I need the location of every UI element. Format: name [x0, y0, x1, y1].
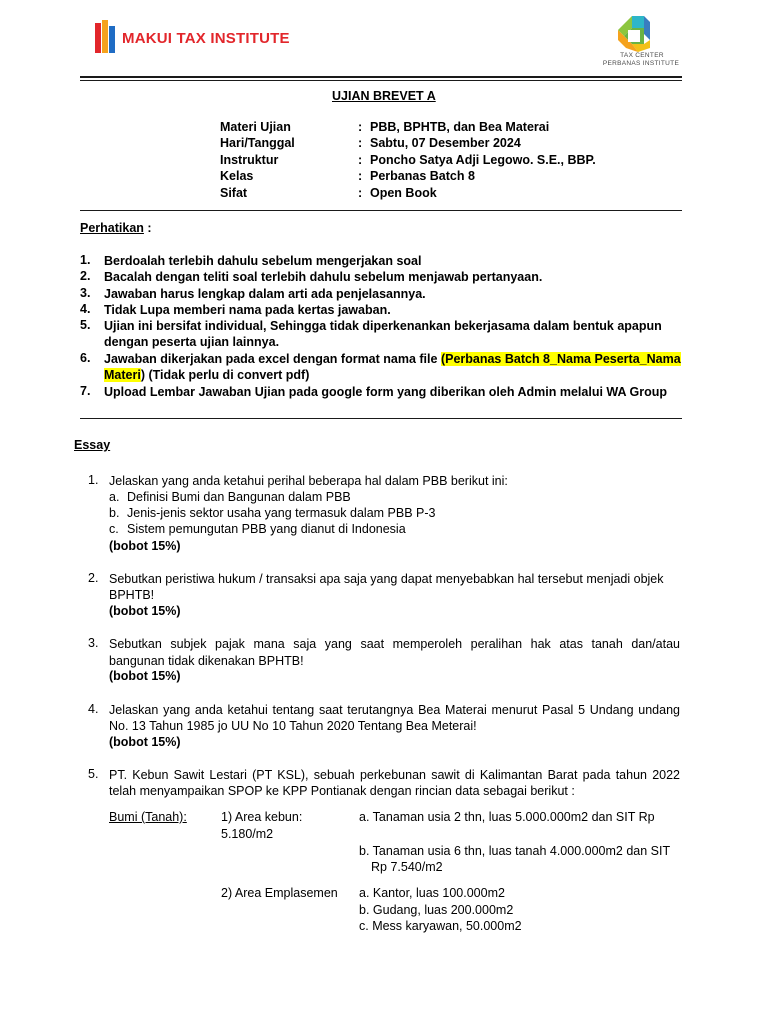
info-colon: :: [358, 120, 363, 134]
rule-text: Jawaban harus lengkap dalam arti ada penjelasannya.: [104, 287, 426, 301]
rule-text: Upload Lembar Jawaban Ujian pada google form yang diberikan oleh Admin melalui WA Group: [104, 385, 668, 399]
essay-heading: Essay: [74, 438, 111, 452]
question-text: Jelaskan yang anda ketahui perihal beberapa hal dalam PBB berikut ini:: [109, 474, 508, 488]
emplasemen-item-a: a. Kantor, luas 100.000m2: [359, 886, 505, 900]
info-value-materi: PBB, BPHTB, dan Bea Materai: [370, 120, 550, 134]
sub-text: Jenis-jenis sektor usaha yang termasuk dalam PBB P-3: [127, 506, 436, 520]
tax-center-institute-label: PERBANAS INSTITUTE: [602, 60, 680, 67]
question-text: No. 13 Tahun 1985 jo UU No 10 Tahun 2020 Tentang Bea Meterai!: [109, 719, 477, 733]
question-number: 2.: [88, 571, 99, 585]
info-value-instruktur: Poncho Satya Adji Legowo. S.E., BBP.: [370, 153, 596, 167]
area-kebun-item-a: a. Tanaman usia 2 thn, luas 5.000.000m2 dan SIT Rp: [359, 810, 655, 824]
area-kebun-item-b-cont: Rp 7.540/m2: [371, 860, 443, 874]
rule-number: 2.: [80, 269, 91, 283]
bumi-label: Bumi (Tanah):: [109, 810, 187, 824]
rule-text-part: Jawaban dikerjakan pada excel dengan format nama file: [104, 352, 441, 366]
tax-center-label: TAX CENTER: [620, 52, 664, 59]
section-divider: [80, 210, 682, 211]
emplasemen-item-c: c. Mess karyawan, 50.000m2: [359, 919, 522, 933]
area-kebun-label: 1) Area kebun:: [221, 810, 303, 824]
rule-text: [104, 367, 684, 383]
exam-title: UJIAN BREVET A: [332, 89, 436, 103]
brand-name: MAKUI TAX INSTITUTE: [122, 30, 290, 47]
question-number: 1.: [88, 473, 99, 487]
bobot-label: (bobot 15%): [109, 669, 181, 683]
emplasemen-item-b: b. Gudang, luas 200.000m2: [359, 903, 514, 917]
header-divider: [80, 76, 682, 78]
question-number: 5.: [88, 767, 99, 781]
highlighted-filename: (Perbanas Batch 8_Nama Peserta_Nama: [440, 352, 681, 366]
question-number: 4.: [88, 702, 99, 716]
area-kebun-item-b: b. Tanaman usia 6 thn, luas tanah 4.000.000m2 dan SIT: [359, 844, 671, 858]
info-colon: :: [358, 153, 363, 167]
question-text: bangunan tidak dikenakan BPHTB!: [109, 654, 304, 668]
sub-text: Sistem pemungutan PBB yang dianut di Indonesia: [127, 522, 406, 536]
rule-number: 6.: [80, 351, 91, 365]
bobot-label: (bobot 15%): [109, 735, 181, 749]
info-colon: :: [358, 186, 363, 200]
rule-text: Tidak Lupa memberi nama pada kertas jawaban.: [104, 303, 391, 317]
info-label-instruktur: Instruktur: [220, 153, 279, 167]
rule-text: Berdoalah terlebih dahulu sebelum mengerjakan soal: [104, 254, 422, 268]
question-text: Sebutkan subjek pajak mana saja yang saat memperoleh peralihan hak atas tanah dan/atau: [109, 637, 680, 651]
info-label-kelas: Kelas: [220, 169, 254, 183]
rule-number: 7.: [80, 384, 91, 398]
bobot-label: (bobot 15%): [109, 604, 181, 618]
sub-letter: b.: [109, 506, 120, 520]
sub-text: Definisi Bumi dan Bangunan dalam PBB: [127, 490, 351, 504]
perhatikan-colon: :: [143, 221, 152, 235]
info-value-kelas: Perbanas Batch 8: [370, 169, 475, 183]
info-colon: :: [358, 169, 363, 183]
area-emplasemen-label: 2) Area Emplasemen: [221, 886, 338, 900]
info-label-materi: Materi Ujian: [220, 120, 291, 134]
info-label-tanggal: Hari/Tanggal: [220, 136, 295, 150]
perhatikan-heading: [80, 221, 152, 235]
area-kebun-sit: 5.180/m2: [221, 827, 274, 841]
question-text: PT. Kebun Sawit Lestari (PT KSL), sebuah perkebunan sawit di Kalimantan Barat pada tahun 2022: [109, 768, 680, 782]
rule-text: Bacalah dengan teliti soal terlebih dahulu sebelum menjawab pertanyaan.: [104, 270, 543, 284]
rule-number: 3.: [80, 286, 91, 300]
header-divider-thin: [80, 80, 682, 81]
sub-letter: a.: [109, 490, 120, 504]
question-text: telah menyampaikan SPOP ke KPP Pontianak dengan rincian data sebagai berikut :: [109, 784, 575, 798]
section-divider: [80, 418, 682, 419]
info-colon: :: [358, 136, 363, 150]
rule-text: [104, 351, 684, 367]
highlighted-filename: Materi: [104, 368, 141, 382]
sub-letter: c.: [109, 522, 119, 536]
question-text: Sebutkan peristiwa hukum / transaksi apa saja yang dapat menyebabkan hal tersebut menjadi objek: [109, 572, 664, 586]
rule-number: 5.: [80, 318, 91, 332]
rule-text-part: ) (Tidak perlu di convert pdf): [140, 368, 310, 382]
info-value-sifat: Open Book: [370, 186, 437, 200]
info-label-sifat: Sifat: [220, 186, 248, 200]
bobot-label: (bobot 15%): [109, 539, 181, 553]
rule-number: 1.: [80, 253, 91, 267]
rule-number: 4.: [80, 302, 91, 316]
info-value-tanggal: Sabtu, 07 Desember 2024: [370, 136, 521, 150]
rule-text: dengan peserta ujian lainnya.: [104, 335, 280, 349]
question-text: BPHTB!: [109, 588, 155, 602]
question-text: Jelaskan yang anda ketahui tentang saat terutangnya Bea Materai menurut Pasal 5 Undang undang: [109, 703, 680, 717]
rule-text: Ujian ini bersifat individual, Sehingga tidak diperkenankan bekerjasama dalam bentuk apapun: [104, 319, 662, 333]
question-number: 3.: [88, 636, 99, 650]
perhatikan-label: Perhatikan: [80, 221, 144, 235]
